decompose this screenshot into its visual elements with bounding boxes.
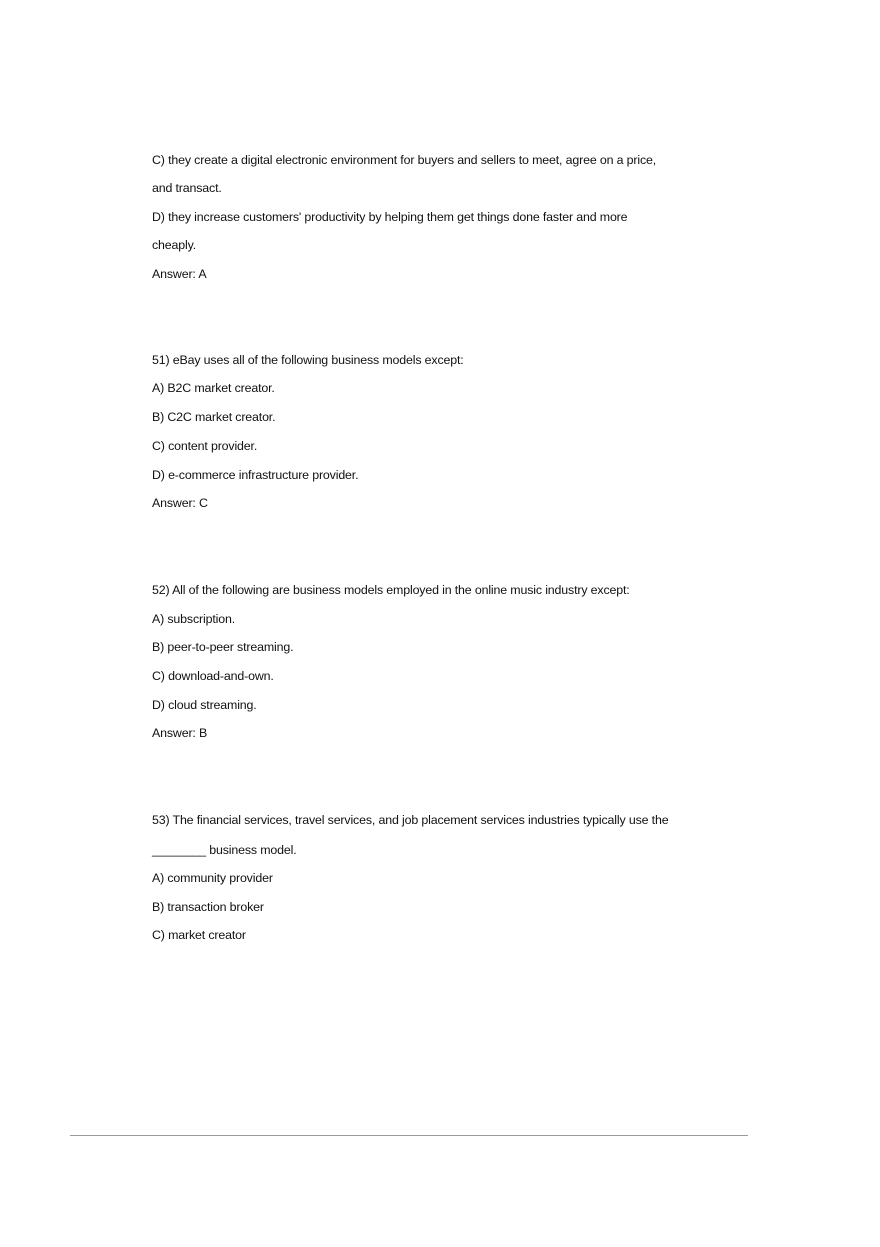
q51-answer: Answer: C bbox=[152, 496, 208, 510]
q50-answer: Answer: A bbox=[152, 267, 207, 281]
q51-option: C) content provider. bbox=[152, 439, 258, 453]
q53-option: A) community provider bbox=[152, 871, 273, 885]
q53-option: C) market creator bbox=[152, 928, 246, 942]
q51-option: A) B2C market creator. bbox=[152, 381, 275, 395]
q51-question: 51) eBay uses all of the following business models except: bbox=[152, 353, 464, 367]
q50-option-d: D) they increase customers' productivity by helping them get things done faster and more bbox=[152, 210, 628, 224]
q52-question: 52) All of the following are business models employed in the online music industry except: bbox=[152, 583, 630, 597]
footer-divider bbox=[70, 1135, 748, 1136]
q51-option: B) C2C market creator. bbox=[152, 410, 276, 424]
q52-answer: Answer: B bbox=[152, 726, 208, 740]
q52-option: D) cloud streaming. bbox=[152, 698, 257, 712]
q50-option-c-cont: and transact. bbox=[152, 181, 222, 195]
q53-question-cont: ________ business model. bbox=[152, 843, 297, 857]
q53-option: B) transaction broker bbox=[152, 900, 264, 914]
q52-option: A) subscription. bbox=[152, 612, 235, 626]
q52-option: B) peer-to-peer streaming. bbox=[152, 640, 294, 654]
q51-option: D) e-commerce infrastructure provider. bbox=[152, 468, 359, 482]
q50-option-d-cont: cheaply. bbox=[152, 238, 197, 252]
q53-question: 53) The financial services, travel services, and job placement services industries typically use the bbox=[152, 813, 669, 827]
q50-option-c: C) they create a digital electronic environment for buyers and sellers to meet, agree on a price, bbox=[152, 153, 657, 167]
q52-option: C) download-and-own. bbox=[152, 669, 274, 683]
